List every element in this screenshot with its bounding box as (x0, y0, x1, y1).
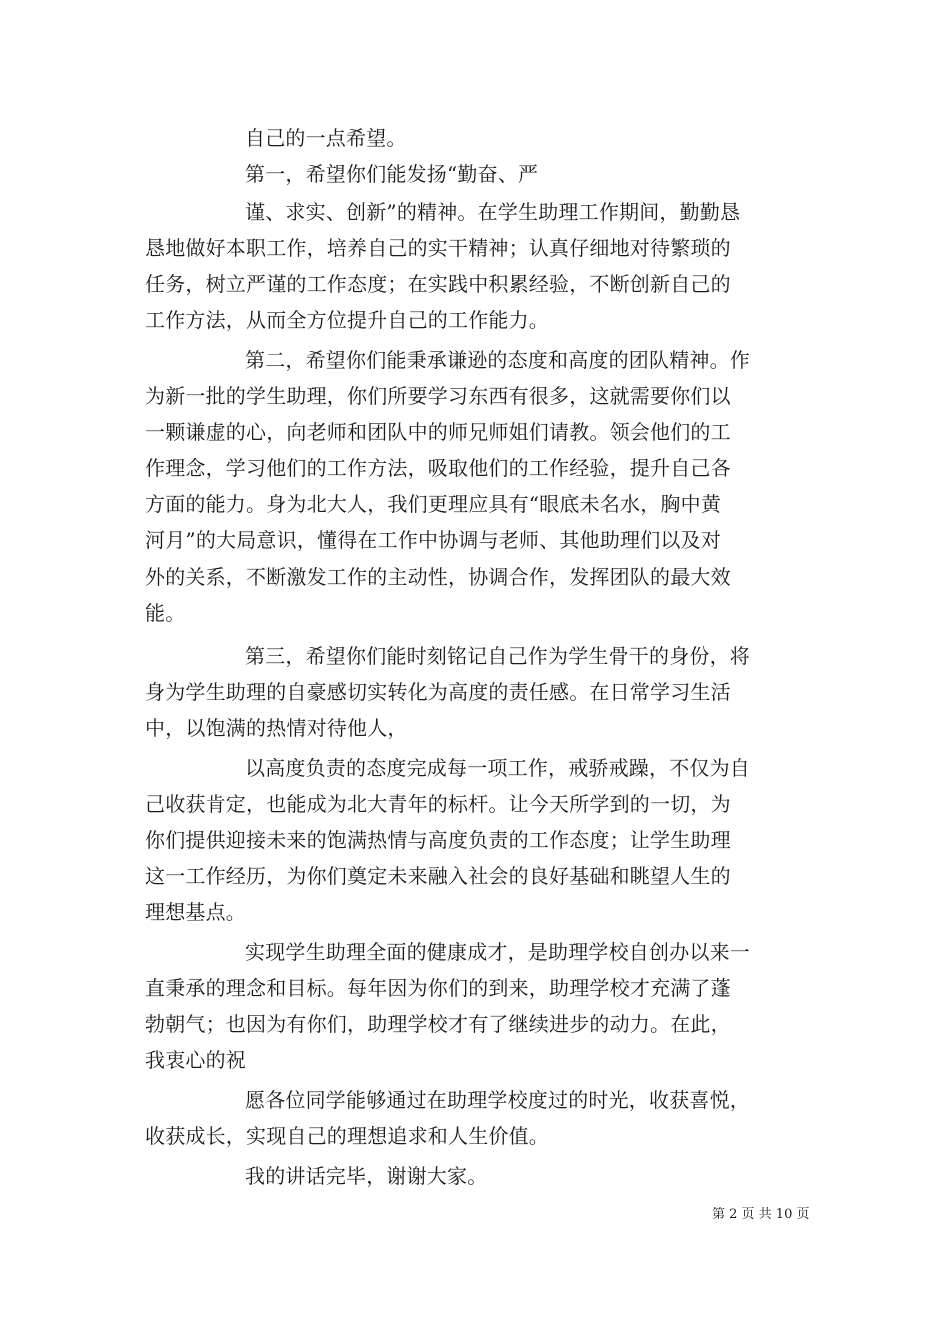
page-number: 第 2 页 共 10 页 (712, 1207, 810, 1222)
text-line: 第一，希望你们能发扬“勤奋、严 (245, 162, 539, 186)
text-line: 以高度负责的态度完成每一项工作，戒骄戒躁，不仅为自 (245, 756, 750, 780)
text-line: 中，以饱满的热情对待他人， (145, 716, 408, 740)
text-line: 作理念，学习他们的工作方法，吸取他们的工作经验，提升自己各 (145, 456, 731, 480)
text-line: 我衷心的祝 (145, 1048, 246, 1072)
text-line: 外的关系，不断激发工作的主动性，协调合作，发挥团队的最大效 (145, 565, 731, 589)
text-line: 实现学生助理全面的健康成才，是助理学校自创办以来一 (245, 940, 750, 964)
text-line: 理想基点。 (145, 900, 246, 924)
text-line: 愿各位同学能够通过在助理学校度过的时光，收获喜悦， (245, 1088, 750, 1112)
text-line: 你们提供迎接未来的饱满热情与高度负责的工作态度；让学生助理 (145, 828, 731, 852)
text-line: 任务，树立严谨的工作态度；在实践中积累经验，不断创新自己的 (145, 272, 731, 296)
text-line: 直秉承的理念和目标。每年因为你们的到来，助理学校才充满了蓬 (145, 976, 731, 1000)
text-line: 方面的能力。身为北大人，我们更理应具有“眼底未名水，胸中黄 (145, 492, 722, 516)
text-line: 河月”的大局意识，懂得在工作中协调与老师、其他助理们以及对 (145, 528, 722, 552)
text-line: 能。 (145, 601, 186, 625)
text-line: 身为学生助理的自豪感切实转化为高度的责任感。在日常学习生活 (145, 680, 731, 704)
text-line: 谨、求实、创新”的精神。在学生助理工作期间，勤勤恳 (245, 200, 741, 224)
text-line: 工作方法，从而全方位提升自己的工作能力。 (145, 308, 549, 332)
text-line: 勃朝气；也因为有你们，助理学校才有了继续进步的动力。在此， (145, 1012, 731, 1036)
text-line: 第二，希望你们能秉承谦逊的态度和高度的团队精神。作 (245, 348, 750, 372)
text-line: 自己的一点希望。 (245, 126, 407, 150)
text-line: 收获成长，实现自己的理想追求和人生价值。 (145, 1124, 549, 1148)
text-line: 第三，希望你们能时刻铭记自己作为学生骨干的身份，将 (245, 644, 750, 668)
text-line: 一颗谦虚的心，向老师和团队中的师兄师姐们请教。领会他们的工 (145, 420, 731, 444)
text-line: 己收获肯定，也能成为北大青年的标杆。让今天所学到的一切，为 (145, 792, 731, 816)
text-line: 这一工作经历，为你们奠定未来融入社会的良好基础和眺望人生的 (145, 864, 731, 888)
text-line: 我的讲话完毕，谢谢大家。 (245, 1164, 488, 1188)
text-line: 为新一批的学生助理，你们所要学习东西有很多，这就需要你们以 (145, 384, 731, 408)
text-line: 恳地做好本职工作，培养自己的实干精神；认真仔细地对待繁琐的 (145, 236, 731, 260)
